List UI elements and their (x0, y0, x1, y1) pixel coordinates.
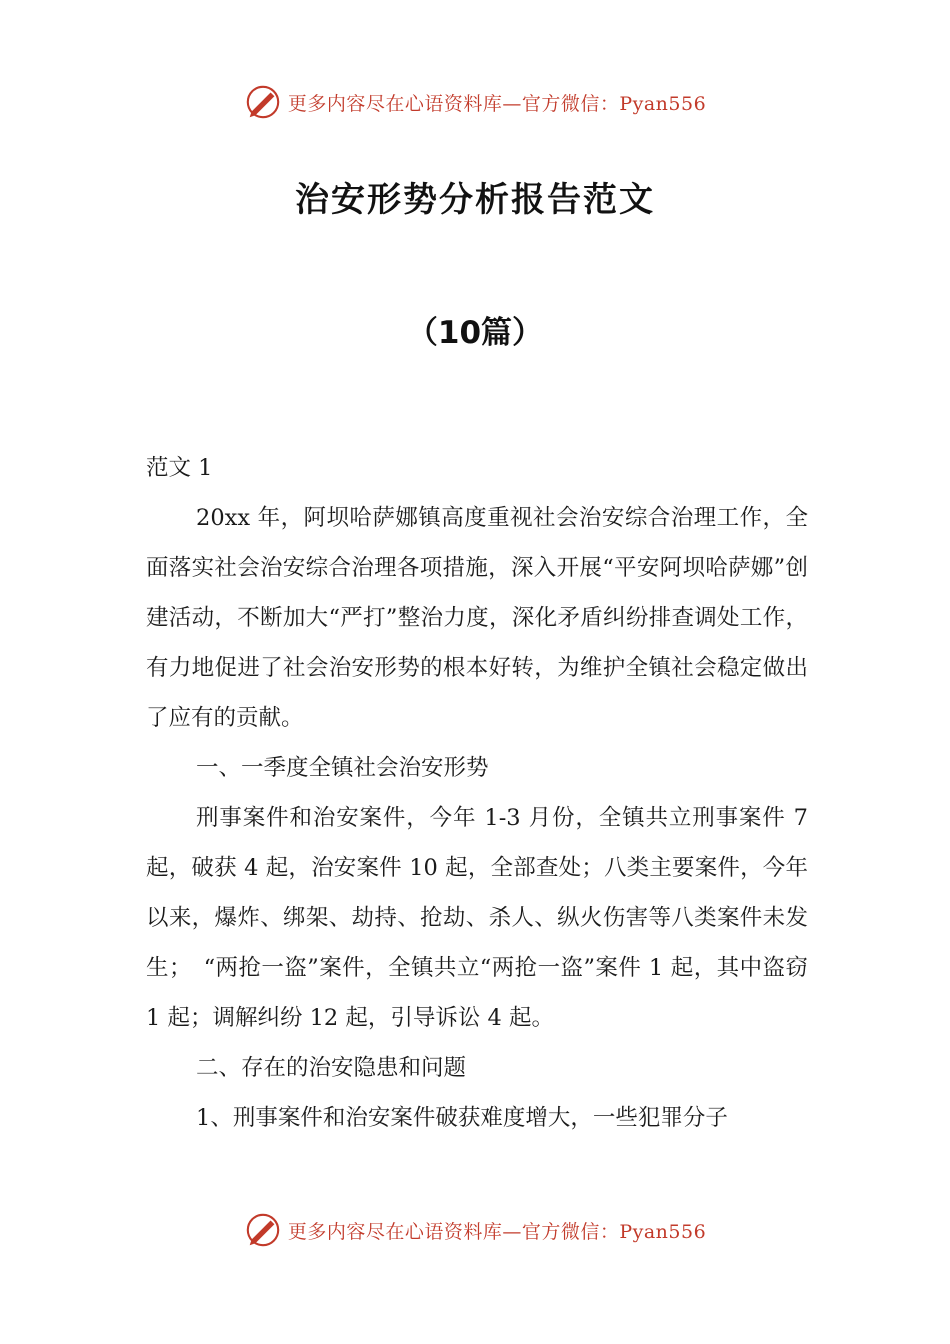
pen-logo-icon (244, 83, 282, 121)
document-subtitle: （10篇） (406, 315, 544, 351)
pen-logo-icon (244, 1211, 282, 1249)
document-body (146, 443, 808, 1143)
paragraph-issue-1: 1、刑事案件和治安案件破获难度增大，一些犯罪分子 (196, 1105, 728, 1131)
header-banner-text: 更多内容尽在心语资料库—官方微信：Pyan556 (287, 92, 707, 115)
heading-section-1: 一、一季度全镇社会治安形势 (196, 755, 489, 781)
document-title: 治安形势分析报告范文 (295, 180, 655, 220)
header-banner (0, 82, 950, 122)
heading-section-2: 二、存在的治安隐患和问题 (196, 1055, 467, 1081)
footer-banner-text: 更多内容尽在心语资料库—官方微信：Pyan556 (287, 1220, 707, 1243)
paragraph-cases: 刑事案件和治安案件，今年 1-3 月份，全镇共立刑事案件 7 起，破获 4 起，治安案件 10 起，全部查处；八类主要案件，今年以来，爆炸、绑架、劫持、抢劫、杀人、纵火伤害等八类案件未发生； “两抢一盗”案件，全镇共立“两抢一盗”案件 1 起，其中盗窃 1 起；调解纠纷 12 起，引导诉讼 4 起。 (146, 805, 808, 1031)
paragraph-intro: 20xx 年，阿坝哈萨娜镇高度重视社会治安综合治理工作，全面落实社会治安综合治理各项措施，深入开展“平安阿坝哈萨娜”创建活动，不断加大“严打”整治力度，深化矛盾纠纷排查调处工作，有力地促进了社会治安形势的根本好转，为维护全镇社会稳定做出了应有的贡献。 (146, 505, 808, 731)
footer-banner (0, 1210, 950, 1250)
section-label: 范文 1 (146, 455, 213, 481)
